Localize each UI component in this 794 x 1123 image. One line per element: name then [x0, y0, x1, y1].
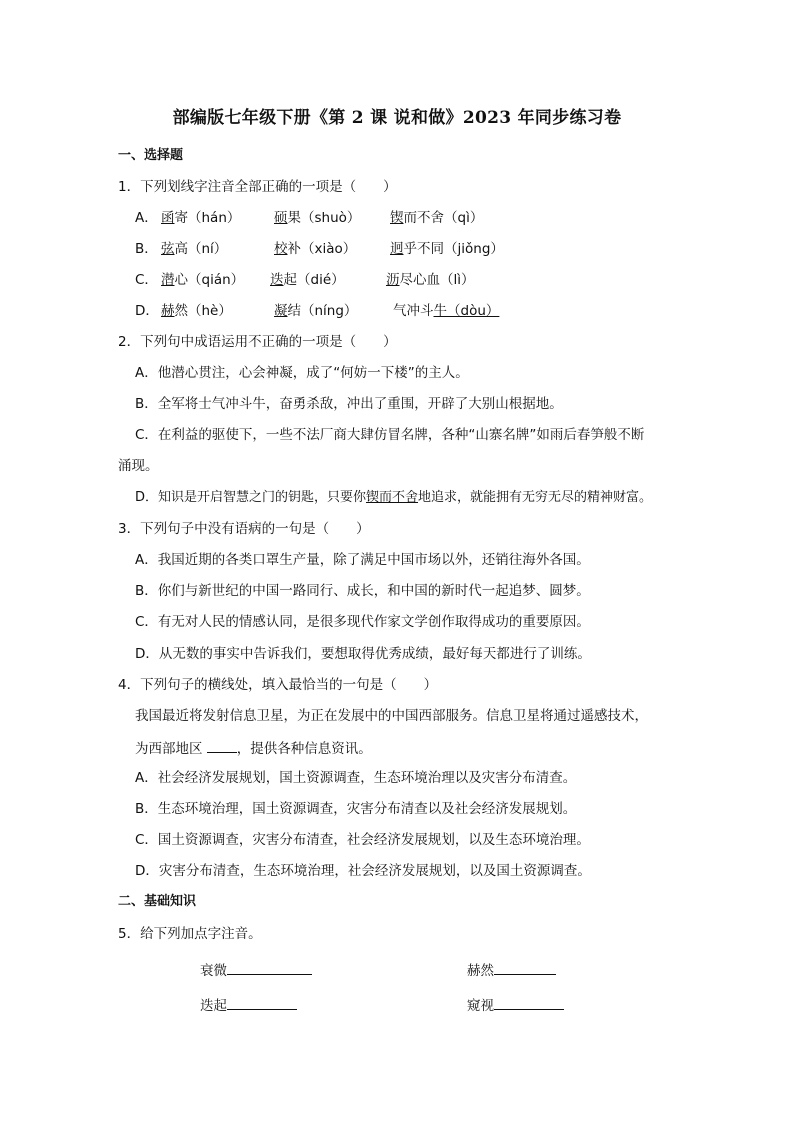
q1-option-a-word3: 锲而不舍（qì） — [390, 210, 484, 226]
q5-blank-1 — [227, 960, 312, 975]
q5-blank-2 — [494, 960, 556, 975]
q1-option-d-word2: 凝结（níng） — [274, 303, 358, 319]
q5-item-4: 窥视 — [467, 995, 564, 1015]
q1-option-d-word3: 气冲斗牛（dòu） — [393, 303, 500, 319]
q1-option-a-word2: 硕果（shuò） — [274, 210, 361, 226]
question-2-stem: 2．下列句中成语运用不正确的一项是（ ） — [118, 334, 397, 350]
q1-option-b-word1: 弦高（ní） — [161, 241, 228, 257]
q1-option-c-label: C． — [135, 272, 158, 288]
section-heading-choice: 一、选择题 — [118, 148, 184, 163]
q3-option-c: C．有无对人民的情感认同，是很多现代作家文学创作取得成功的重要原因。 — [135, 614, 590, 630]
q3-option-a: A．我国近期的各类口罩生产量，除了满足中国市场以外，还销往海外各国。 — [135, 552, 590, 568]
q5-item-2: 赫然 — [467, 960, 556, 980]
q2-option-b: B．全军将士气冲斗牛，奋勇杀敌，冲出了重围，开辟了大别山根据地。 — [135, 396, 563, 412]
q2-option-d: D．知识是开启智慧之门的钥匙，只要你锲而不舍地追求，就能拥有无穷无尽的精神财富。 — [135, 490, 653, 505]
q3-option-b: B．你们与新世纪的中国一路同行、成长，和中国的新时代一起追梦、圆梦。 — [135, 583, 590, 599]
q5-item-1: 衰微 — [200, 960, 312, 980]
q4-passage-line2: 为西部地区 ，提供各种信息资讯。 — [135, 738, 372, 758]
q1-option-a-word1: 函寄（hán） — [161, 210, 241, 226]
question-1-stem: 1．下列划线字注音全部正确的一项是（ ） — [118, 179, 397, 195]
q5-item-3: 迭起 — [200, 995, 297, 1015]
q1-option-c-word1: 潜心（qián） — [161, 272, 245, 288]
q1-option-d-label: D． — [135, 303, 159, 319]
q4-fill-blank — [207, 738, 237, 753]
q2-option-a: A．他潜心贯注，心会神凝，成了“何妨一下楼”的主人。 — [135, 365, 469, 381]
question-3-stem: 3．下列句子中没有语病的一句是（ ） — [118, 521, 370, 537]
q1-option-c-word3: 沥尽心血（lì） — [386, 272, 475, 288]
q2-option-c-line1: C．在利益的驱使下，一些不法厂商大肆仿冒名牌，各种“山寨名牌”如雨后春笋般不断 — [135, 427, 645, 443]
question-5-stem: 5．给下列加点字注音。 — [118, 926, 262, 942]
q4-option-a: A．社会经济发展规划，国土资源调查，生态环境治理以及灾害分布清查。 — [135, 770, 577, 786]
section-heading-basics: 二、基础知识 — [118, 894, 197, 909]
q1-option-c-word2: 迭起（dié） — [270, 272, 345, 288]
q2-option-c-line2: 涌现。 — [118, 458, 159, 474]
q3-option-d: D．从无数的事实中告诉我们，要想取得优秀成绩，最好每天都进行了训练。 — [135, 646, 591, 662]
question-4-stem: 4．下列句子的横线处，填入最恰当的一句是（ ） — [118, 677, 438, 693]
q1-option-a-label: A． — [135, 210, 158, 226]
q1-option-d-word1: 赫然（hè） — [161, 303, 232, 319]
q4-option-d: D．灾害分布清查，生态环境治理，社会经济发展规划，以及国土资源调查。 — [135, 863, 591, 879]
q1-option-b-label: B． — [135, 241, 158, 257]
q4-option-c: C．国土资源调查，灾害分布清查，社会经济发展规划，以及生态环境治理。 — [135, 832, 590, 848]
q1-option-b-word2: 校补（xiào） — [274, 241, 357, 257]
page-title: 部编版七年级下册《第 2 课 说和做》2023 年同步练习卷 — [172, 108, 622, 128]
q1-option-b-word3: 迥乎不同（jiǒng） — [390, 241, 504, 257]
q5-blank-3 — [227, 995, 297, 1010]
q4-option-b: B．生态环境治理，国土资源调查，灾害分布清查以及社会经济发展规划。 — [135, 801, 577, 817]
q4-passage-line1: 我国最近将发射信息卫星，为正在发展中的中国西部服务。信息卫星将通过遥感技术， — [135, 708, 648, 724]
q5-blank-4 — [494, 995, 564, 1010]
